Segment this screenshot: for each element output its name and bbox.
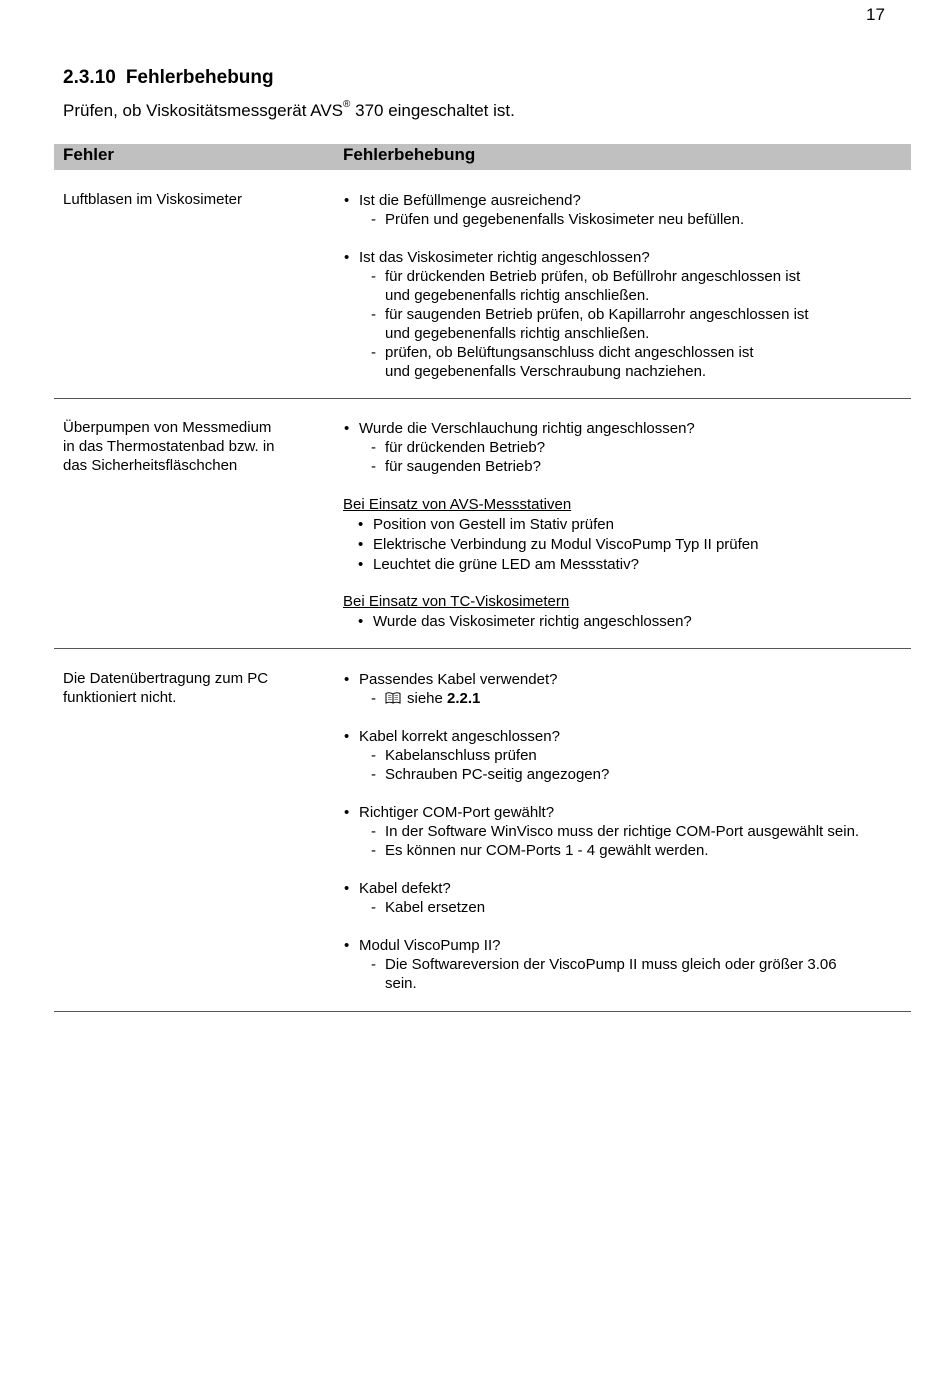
list-item: - Es können nur COM-Ports 1 - 4 gewählt werden. xyxy=(343,841,923,860)
list-text: prüfen, ob Belüftungsanschluss dicht angeschlossen ist xyxy=(385,344,754,361)
row-divider xyxy=(54,648,911,649)
list-item: • Wurde die Verschlauchung richtig angeschlossen? xyxy=(343,419,923,438)
fault-overpumping xyxy=(63,418,323,475)
list-item: - Prüfen und gegebenenfalls Viskosimeter neu befüllen. xyxy=(343,210,923,229)
subsection-heading: Bei Einsatz von AVS-Messstativen xyxy=(343,496,572,513)
remedy-air-bubbles xyxy=(343,191,923,381)
list-item: - für saugenden Betrieb? xyxy=(343,457,923,476)
fault-text: Die Datenübertragung zum PC xyxy=(63,670,269,687)
page-number: 17 xyxy=(866,5,885,24)
list-text: Die Softwareversion der ViscoPump II muss gleich oder größer 3.06 xyxy=(385,956,837,973)
remedy-data-transfer xyxy=(343,670,923,993)
column-header-remedy: Fehlerbehebung xyxy=(343,145,476,164)
fault-text: funktioniert nicht. xyxy=(63,689,177,706)
list-text: und gegebenenfalls richtig anschließen. xyxy=(385,287,650,304)
section-heading xyxy=(63,67,274,89)
fault-text: in das Thermostatenbad bzw. in xyxy=(63,438,275,455)
list-text: für saugenden Betrieb prüfen, ob Kapillarrohr angeschlossen ist xyxy=(385,306,809,323)
list-item xyxy=(343,689,923,708)
list-text: sein. xyxy=(385,975,417,992)
list-item: - In der Software WinVisco muss der richtige COM-Port ausgewählt sein. xyxy=(343,822,923,841)
list-text: und gegebenenfalls Verschraubung nachziehen. xyxy=(385,363,707,380)
section-reference: 2.2.1 xyxy=(447,690,481,707)
fault-text: das Sicherheitsfläschchen xyxy=(63,457,238,474)
list-item xyxy=(343,267,923,305)
table-header xyxy=(54,144,911,170)
intro-text xyxy=(63,101,515,121)
list-item: • Richtiger COM-Port gewählt? xyxy=(343,803,923,822)
list-item: • Ist das Viskosimeter richtig angeschlossen? xyxy=(343,248,923,267)
section-number: 2.3.10 xyxy=(63,67,116,88)
registered-mark: ® xyxy=(343,99,351,110)
list-text: für drückenden Betrieb prüfen, ob Befüllrohr angeschlossen ist xyxy=(385,268,801,285)
fault-text: Überpumpen von Messmedium xyxy=(63,419,272,436)
list-item: • Position von Gestell im Stativ prüfen xyxy=(343,515,923,534)
list-item: • Ist die Befüllmenge ausreichend? xyxy=(343,191,923,210)
row-divider xyxy=(54,1011,911,1012)
list-item: - Kabel ersetzen xyxy=(343,898,923,917)
list-item: • Wurde das Viskosimeter richtig angeschlossen? xyxy=(343,612,923,631)
list-text: und gegebenenfalls richtig anschließen. xyxy=(385,325,650,342)
list-item xyxy=(343,305,923,343)
fault-air-bubbles: Luftblasen im Viskosimeter xyxy=(63,191,242,208)
fault-data-transfer xyxy=(63,669,323,707)
list-item: • Modul ViscoPump II? xyxy=(343,936,923,955)
remedy-overpumping xyxy=(343,419,923,631)
list-item xyxy=(343,343,923,381)
list-item: • Passendes Kabel verwendet? xyxy=(343,670,923,689)
section-title: Fehlerbehebung xyxy=(125,67,274,88)
list-item xyxy=(343,955,923,993)
see-text: siehe xyxy=(407,690,448,707)
list-item: - Schrauben PC-seitig angezogen? xyxy=(343,765,923,784)
list-item: • Elektrische Verbindung zu Modul ViscoPump Typ II prüfen xyxy=(343,535,923,554)
book-icon xyxy=(385,692,401,704)
subsection-heading: Bei Einsatz von TC-Viskosimetern xyxy=(343,593,570,610)
list-item: - für drückenden Betrieb? xyxy=(343,438,923,457)
list-item: • Kabel korrekt angeschlossen? xyxy=(343,727,923,746)
list-item: - Kabelanschluss prüfen xyxy=(343,746,923,765)
column-header-fault: Fehler xyxy=(63,145,115,164)
intro-after: 370 eingeschaltet ist. xyxy=(350,101,515,120)
intro-before: Prüfen, ob Viskositätsmessgerät AVS xyxy=(63,101,344,120)
row-divider xyxy=(54,398,911,399)
list-item: • Kabel defekt? xyxy=(343,879,923,898)
list-item: • Leuchtet die grüne LED am Messstativ? xyxy=(343,555,923,574)
